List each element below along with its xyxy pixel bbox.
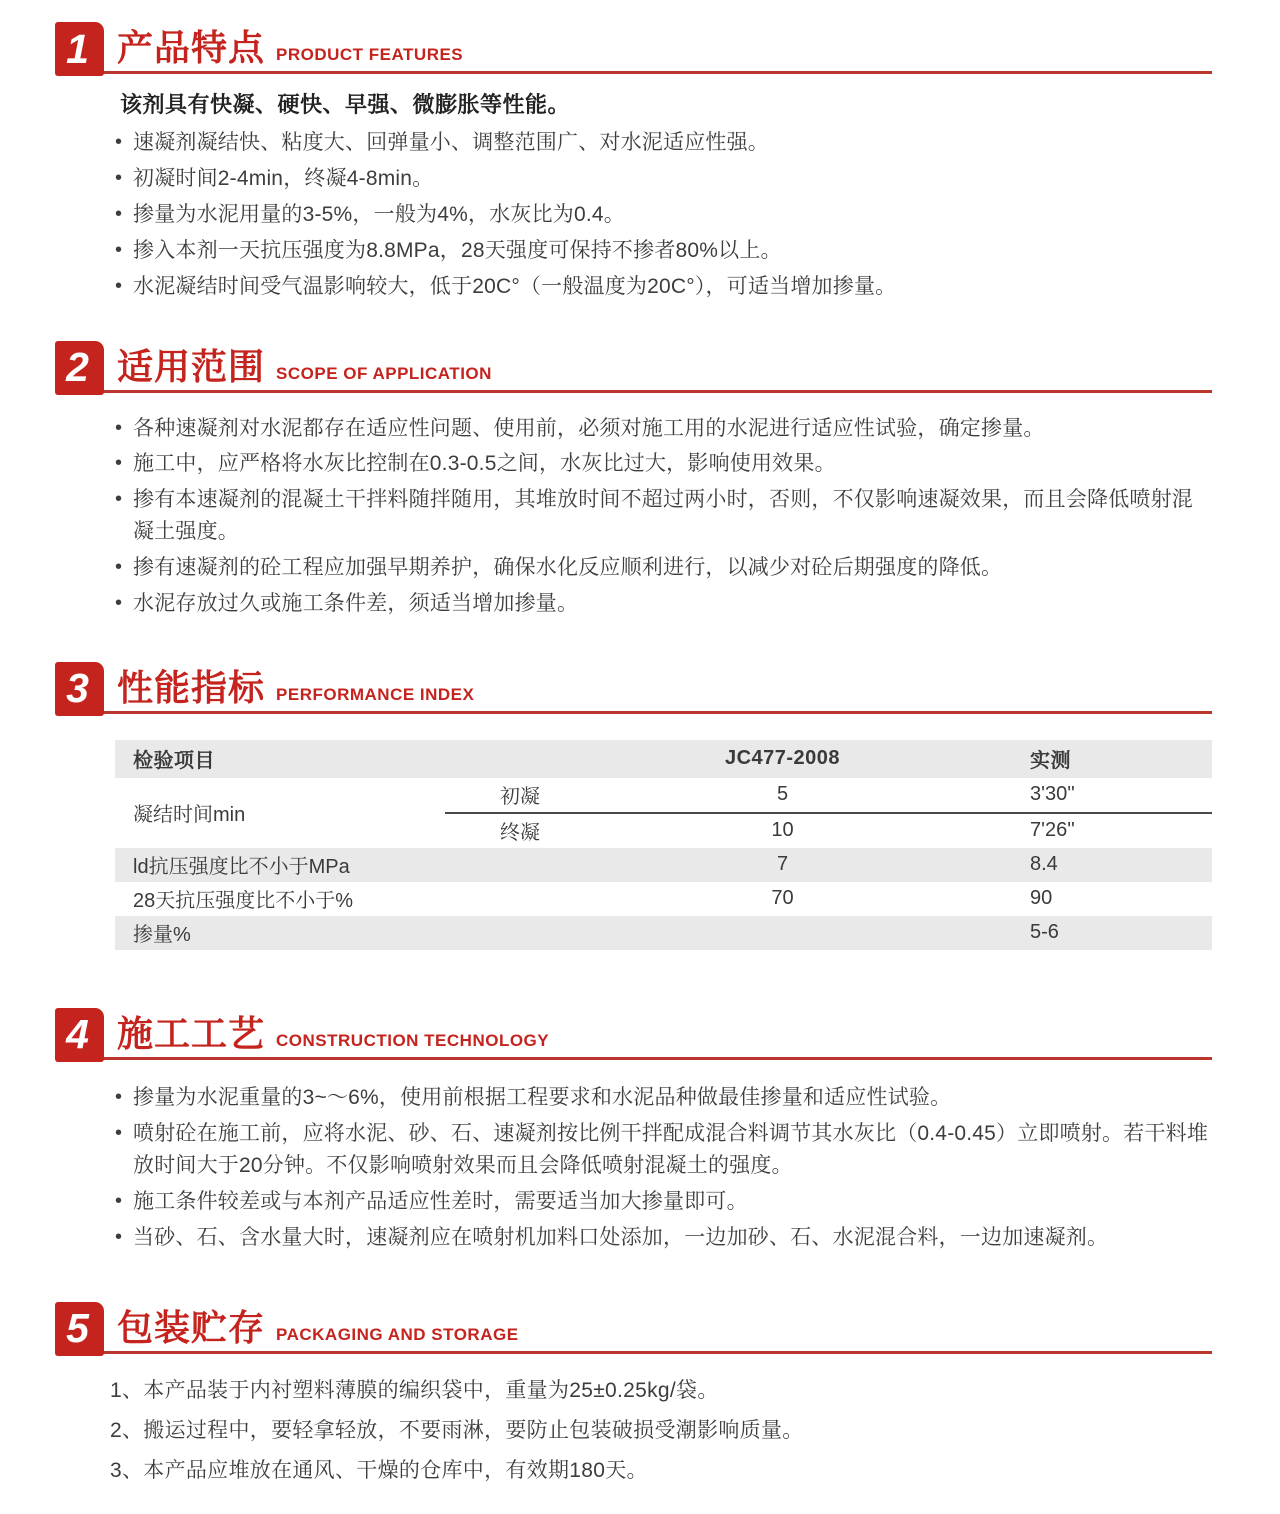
section-performance-index	[55, 660, 1212, 950]
section-number: 2	[66, 344, 89, 391]
col-header-measured: 实测	[1030, 750, 1071, 773]
bullet-item: • 初凝时间2-4min，终凝4-8min。	[115, 163, 1212, 195]
section-packaging-storage	[55, 1300, 1212, 1484]
cell-measured: 90	[1030, 887, 1053, 910]
col-header-standard: JC477-2008	[724, 747, 841, 770]
cell-item: ld抗压强度比不小于MPa	[133, 856, 350, 879]
cell-measured: 5-6	[1030, 921, 1059, 944]
bullet-item: • 施工中，应严格将水灰比控制在0.3-0.5之间，水灰比过大，影响使用效果。	[115, 448, 1212, 480]
section-title-en: SCOPE OF APPLICATION	[276, 363, 492, 383]
cell-sub: 终凝	[500, 822, 540, 845]
section-title-cn: 施工工艺	[117, 1012, 266, 1054]
bullet-item: • 施工条件较差或与本剂产品适应性差时，需要适当加大掺量即可。	[115, 1186, 1212, 1218]
construction-list	[115, 1082, 1212, 1254]
section-number-badge	[55, 1008, 104, 1062]
section-scope-of-application	[55, 339, 1212, 620]
cell-standard: 70	[771, 887, 794, 910]
section-title-en: CONSTRUCTION TECHNOLOGY	[276, 1030, 550, 1050]
table-row	[445, 778, 1212, 812]
cell-sub: 初凝	[500, 786, 540, 809]
group-label: 凝结时间min	[133, 804, 246, 827]
group-rows	[445, 778, 1212, 848]
scope-list	[115, 413, 1212, 620]
section-header	[55, 339, 1212, 393]
features-intro: 该剂具有快凝、硬快、早强、微膨胀等性能。	[120, 92, 571, 117]
bullet-item: • 喷射砼在施工前，应将水泥、砂、石、速凝剂按比例干拌配成混合料调节其水灰比（0.4-0.45）立即喷射。若干料堆放时间大于20分钟。不仅影响喷射效果而且会降低喷射混凝土的强度。	[115, 1118, 1212, 1182]
section-number: 4	[66, 1011, 89, 1058]
section-title-en: PRODUCT FEATURES	[276, 45, 464, 64]
cell-standard: 10	[771, 819, 794, 842]
table-row	[115, 882, 1212, 916]
cell-measured: 7'26''	[1030, 819, 1075, 842]
section-titles	[117, 20, 463, 71]
section-product-features	[55, 20, 1212, 303]
section-number-badge	[55, 662, 104, 716]
header-rule	[57, 1351, 1212, 1354]
bullet-item: • 掺量为水泥重量的3~～6%，使用前根据工程要求和水泥品种做最佳掺量和适应性试验。	[115, 1082, 1212, 1114]
section-number-badge	[55, 1302, 104, 1356]
table-group-setting-time	[115, 778, 1212, 848]
section-number-badge	[55, 341, 104, 395]
bullet-item: • 速凝剂凝结快、粘度大、回弹量小、调整范围广、对水泥适应性强。	[115, 127, 1212, 159]
performance-table	[115, 740, 1212, 950]
bullet-item: • 水泥存放过久或施工条件差，须适当增加掺量。	[115, 588, 1212, 620]
features-list	[115, 127, 1212, 303]
bullet-item: • 掺量为水泥用量的3-5%，一般为4%，水灰比为0.4。	[115, 199, 1212, 231]
col-header-item: 检验项目	[133, 750, 215, 773]
bullet-item: • 掺入本剂一天抗压强度为8.8MPa，28天强度可保持不掺者80%以上。	[115, 235, 1212, 267]
section-number: 3	[66, 665, 89, 712]
section-title-cn: 产品特点	[117, 27, 266, 68]
cell-measured: 3'30''	[1030, 783, 1075, 806]
numbered-item: 1、本产品装于内衬塑料薄膜的编织袋中，重量为25±0.25kg/袋。	[110, 1378, 719, 1402]
section-titles	[117, 339, 492, 390]
table-row	[445, 814, 1212, 848]
bullet-item: • 各种速凝剂对水泥都存在适应性问题、使用前，必须对施工用的水泥进行适应性试验，确定掺量。	[115, 413, 1212, 445]
section-header	[55, 1300, 1212, 1354]
section-number: 5	[66, 1305, 89, 1351]
header-rule	[57, 711, 1212, 714]
bullet-item: • 当砂、石、含水量大时，速凝剂应在喷射机加料口处添加，一边加砂、石、水泥混合料，一边加速凝剂。	[115, 1222, 1212, 1254]
table-row	[115, 916, 1212, 950]
cell-item: 掺量%	[133, 924, 191, 947]
section-number-badge	[55, 22, 104, 76]
bullet-item: • 掺有本速凝剂的混凝土干拌料随拌随用，其堆放时间不超过两小时，否则，不仅影响速凝效果，而且会降低喷射混凝土强度。	[115, 484, 1212, 548]
section-title-cn: 包装贮存	[117, 1306, 266, 1348]
section-title-cn: 适用范围	[117, 345, 266, 387]
section-titles	[117, 660, 474, 711]
numbered-item: 2、搬运过程中，要轻拿轻放，不要雨淋，要防止包装破损受潮影响质量。	[110, 1418, 804, 1442]
header-rule	[57, 1057, 1212, 1060]
cell-measured: 8.4	[1030, 853, 1058, 876]
header-rule	[57, 71, 1212, 74]
section-titles	[117, 1300, 519, 1351]
section-header	[55, 1006, 1212, 1060]
cell-item: 28天抗压强度比不小于%	[133, 890, 354, 913]
table-row	[115, 848, 1212, 882]
table-header-row	[115, 740, 1212, 778]
section-titles	[117, 1006, 549, 1057]
packaging-list	[110, 1378, 1212, 1484]
section-number: 1	[66, 25, 89, 72]
bullet-item: • 掺有速凝剂的砼工程应加强早期养护，确保水化反应顺利进行，以减少对砼后期强度的降低。	[115, 552, 1212, 584]
section-header	[55, 20, 1212, 74]
section-title-en: PERFORMANCE INDEX	[276, 684, 475, 704]
section-title-en: PACKAGING AND STORAGE	[276, 1324, 519, 1344]
cell-standard: 7	[776, 853, 789, 876]
section-title-cn: 性能指标	[117, 666, 266, 708]
section-header	[55, 660, 1212, 714]
numbered-item: 3、本产品应堆放在通风、干燥的仓库中，有效期180天。	[110, 1458, 648, 1482]
section-construction-technology	[55, 1006, 1212, 1254]
bullet-item: • 水泥凝结时间受气温影响较大，低于20C°（一般温度为20C°），可适当增加掺量。	[115, 271, 1212, 303]
cell-standard: 5	[776, 783, 789, 806]
header-rule	[57, 390, 1212, 393]
